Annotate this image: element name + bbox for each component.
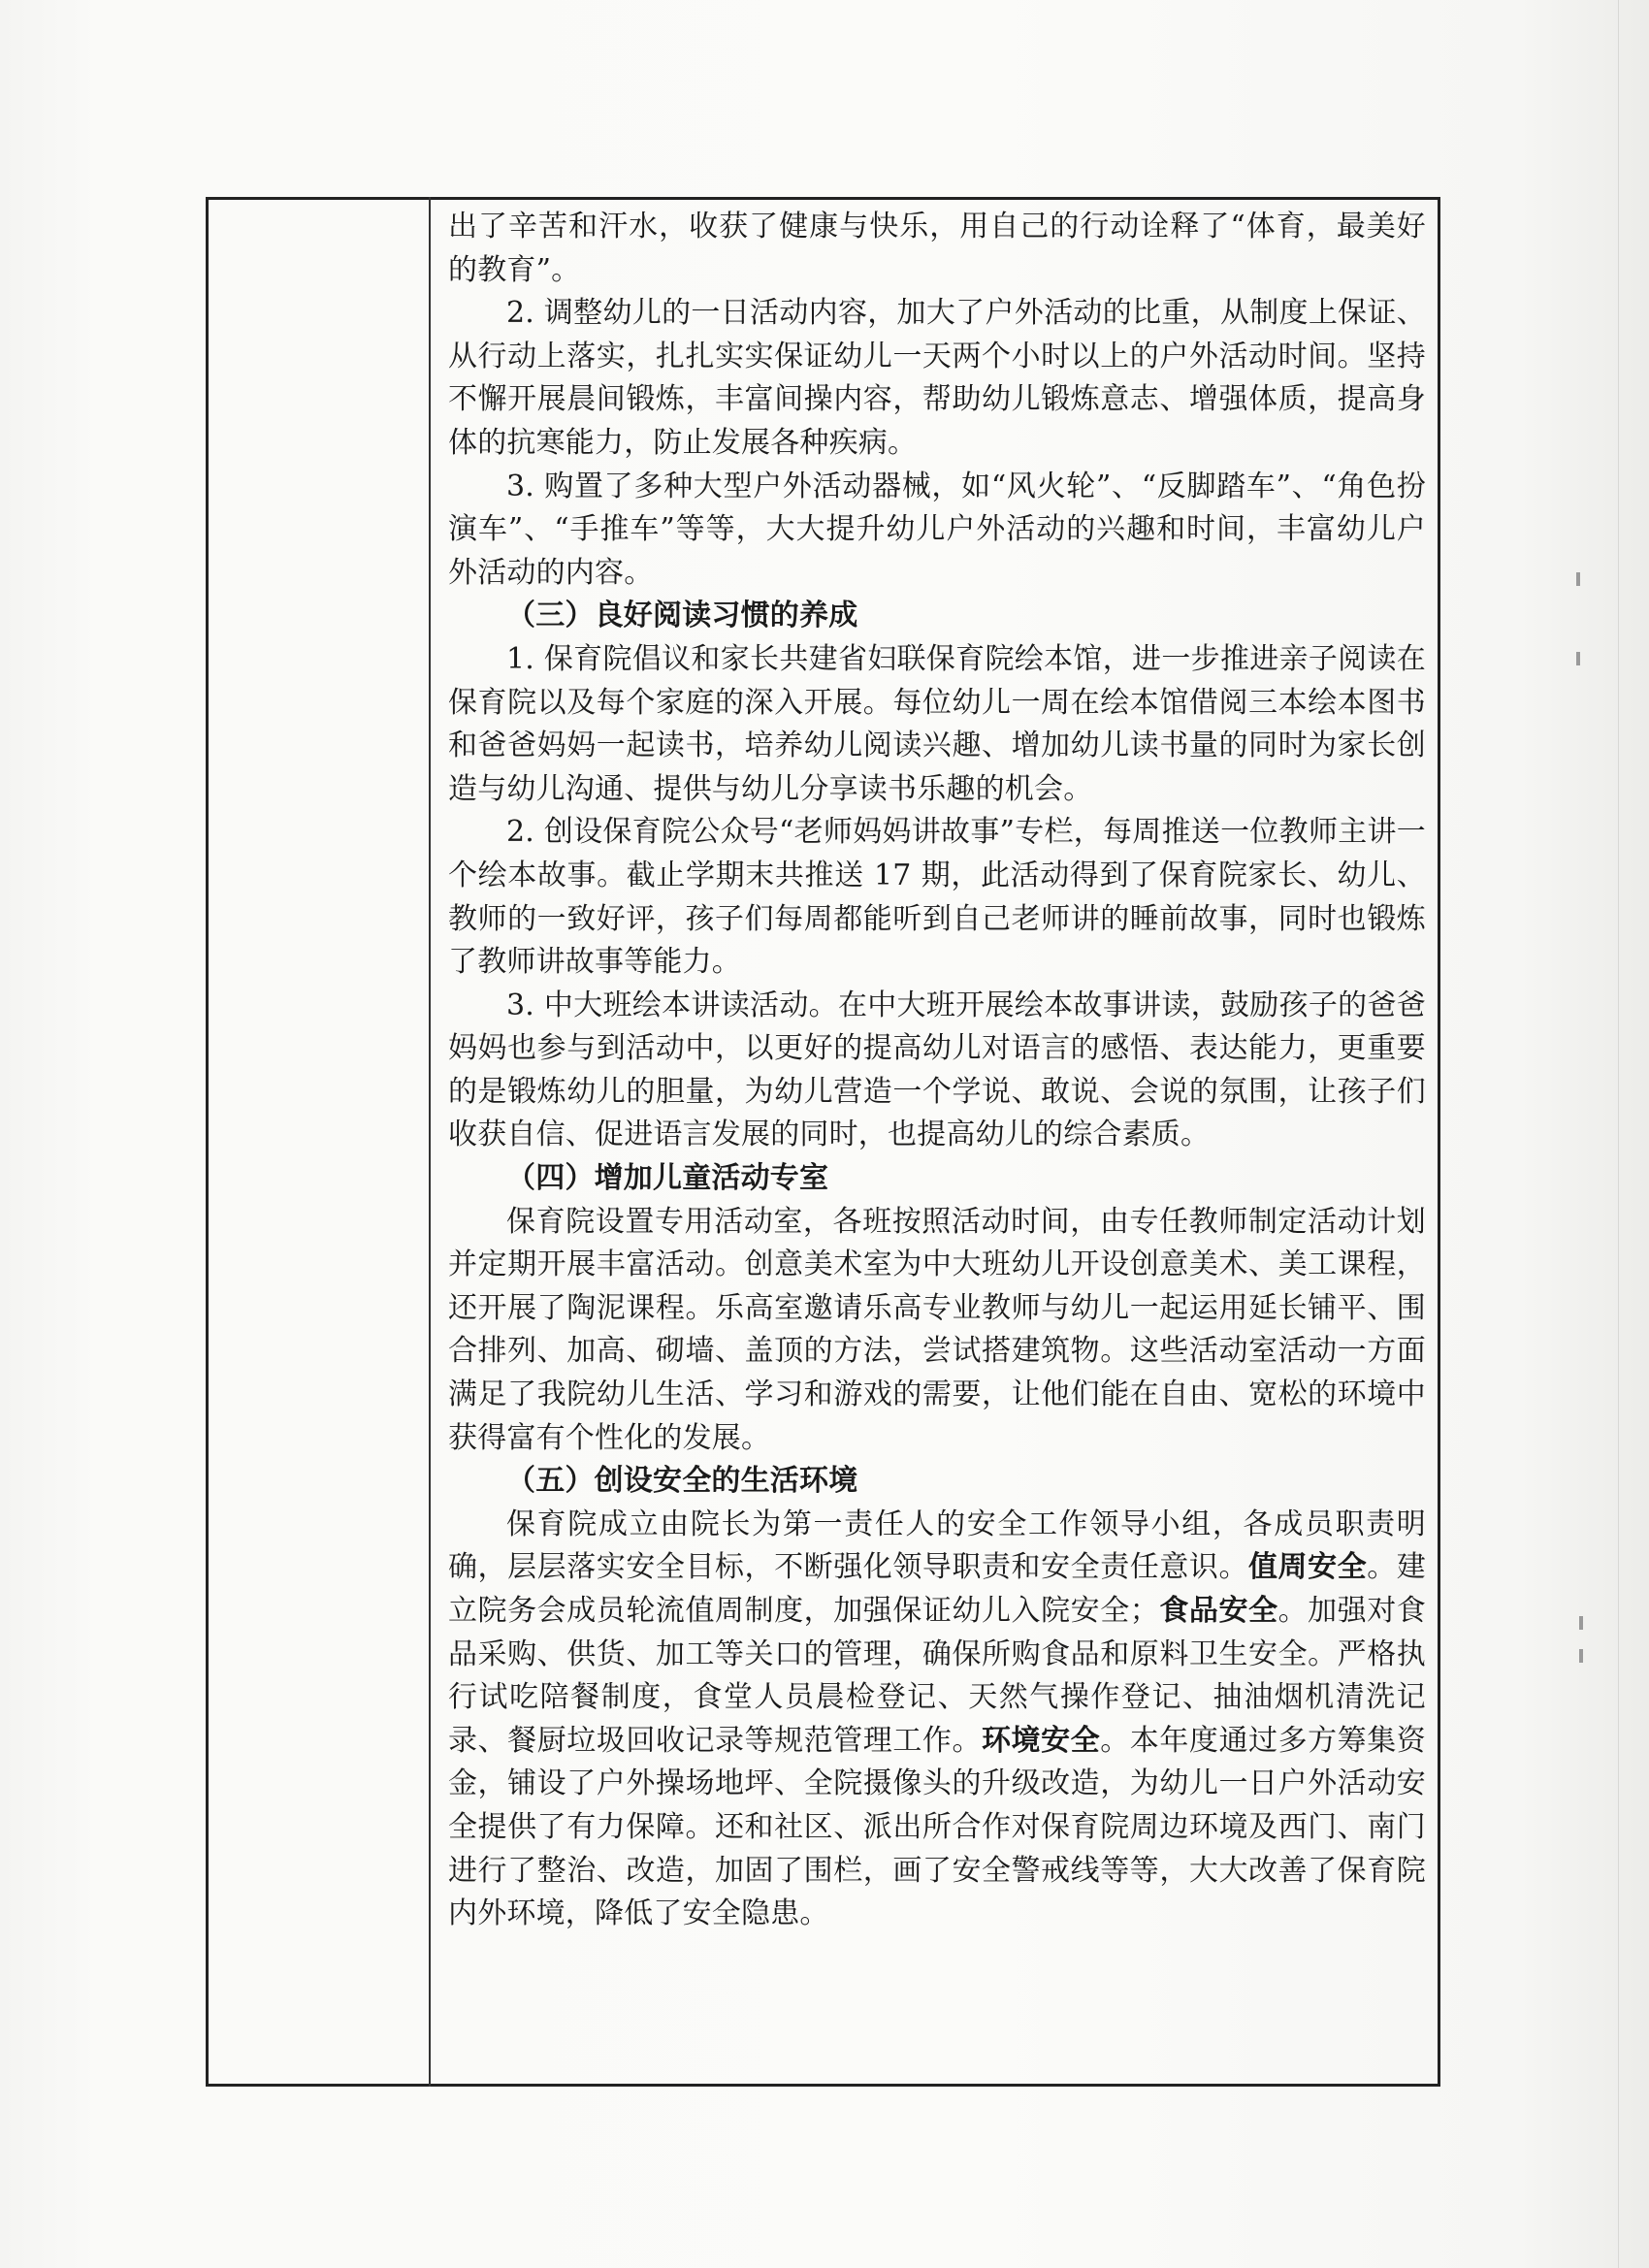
scan-mark	[1576, 572, 1580, 586]
bold-keyword: 环境安全	[982, 1723, 1101, 1758]
bold-keyword: 值周安全	[1248, 1550, 1368, 1585]
paragraph: 1. 保育院倡议和家长共建省妇联保育院绘本馆，进一步推进亲子阅读在保育院以及每个家庭的深入开展。每位幼儿一周在绘本馆借阅三本绘本图书和爸爸妈妈一起读书，培养幼儿阅读兴趣、增加幼儿读书量的同时为家长创造与幼儿沟通、提供与幼儿分享读书乐趣的机会。	[448, 641, 1426, 806]
section-heading: （五）创设安全的生活环境	[506, 1464, 858, 1499]
column-divider	[429, 197, 431, 2087]
paragraph-text: 。加强对食品采购、供货、加工等关口的管理，确保所购食品和原料卫生安全。严格执行试吃陪餐制度，食堂人员晨检登记、天然气操作登记、抽油烟机清洗记录、餐厨垃圾回收记录等规范管理工作。	[448, 1594, 1426, 1758]
paragraph: 保育院设置专用活动室，各班按照活动时间，由专任教师制定活动计划并定期开展丰富活动。创意美术室为中大班幼儿开设创意美术、美工课程，还开展了陶泥课程。乐高室邀请乐高专业教师与幼儿一起运用延长铺平、围合排列、加高、砌墙、盖顶的方法，尝试搭建筑物。这些活动室活动一方面满足了我院幼儿生活、学习和游戏的需要，让他们能在自由、宽松的环境中获得富有个性化的发展。	[448, 1204, 1426, 1455]
scan-mark	[1576, 652, 1580, 665]
section-heading: （四）增加儿童活动专室	[506, 1161, 829, 1196]
paragraph: 出了辛苦和汗水，收获了健康与快乐，用自己的行动诠释了“体育，最美好的教育”。	[448, 210, 1426, 287]
section-heading: （三）良好阅读习惯的养成	[506, 599, 858, 633]
paragraph: 3. 中大班绘本讲读活动。在中大班开展绘本故事讲读，鼓励孩子的爸爸妈妈也参与到活动中，以更好的提高幼儿对语言的感悟、表达能力，更重要的是锻炼幼儿的胆量，为幼儿营造一个学说、敢说、会说的氛围，让孩子们收获自信、促进语言发展的同时，也提高幼儿的综合素质。	[448, 988, 1426, 1152]
paragraph: 2. 调整幼儿的一日活动内容，加大了户外活动的比重，从制度上保证、从行动上落实，扎扎实实保证幼儿一天两个小时以上的户外活动时间。坚持不懈开展晨间锻炼，丰富间操内容，帮助幼儿锻炼意志、增强体质，提高身体的抗寒能力，防止发展各种疾病。	[448, 296, 1426, 460]
paragraph-text: 。本年度通过多方筹集资金，铺设了户外操场地坪、全院摄像头的升级改造，为幼儿一日户外活动安全提供了有力保障。还和社区、派出所合作对保育院周边环境及西门、南门进行了整治、改造，加固了围栏，画了安全警戒线等等，大大改善了保育院内外环境，降低了安全隐患。	[448, 1723, 1426, 1931]
page-edge-line	[1618, 0, 1619, 2268]
paragraph: 3. 购置了多种大型户外活动器械，如“风火轮”、“反脚踏车”、“角色扮演车”、“手推车”等等，大大提升幼儿户外活动的兴趣和时间，丰富幼儿户外活动的内容。	[448, 469, 1426, 590]
scan-mark	[1579, 1649, 1583, 1663]
report-body	[448, 206, 1426, 1936]
scan-mark	[1579, 1616, 1583, 1630]
paragraph-text: 保育院成立由院长为第一责任人的安全工作领导小组，各成员职责明确，层层落实安全目标，不断强化领导职责和安全责任意识。	[448, 1507, 1426, 1585]
paragraph: 2. 创设保育院公众号“老师妈妈讲故事”专栏，每周推送一位教师主讲一个绘本故事。截止学期末共推送 17 期，此活动得到了保育院家长、幼儿、教师的一致好评，孩子们每周都能听到自己老师讲的睡前故事，同时也锻炼了教师讲故事等能力。	[448, 815, 1426, 980]
paragraph	[448, 1504, 1426, 1936]
paragraph-text: 。建立院务会成员轮流值周制度，加强保证幼儿入院安全；	[448, 1550, 1426, 1628]
bold-keyword: 食品安全	[1158, 1594, 1278, 1628]
